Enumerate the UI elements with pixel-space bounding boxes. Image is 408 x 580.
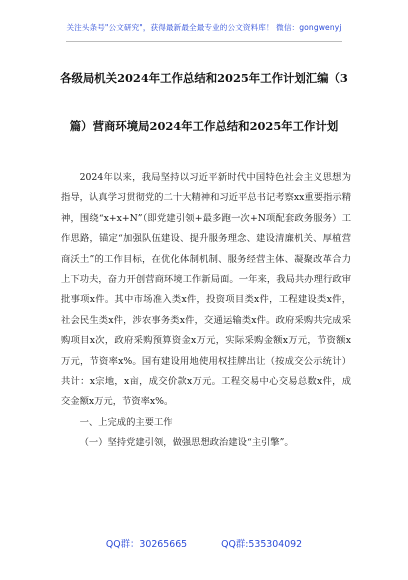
document-title-line-2: 篇）营商环境局2024年工作总结和2025年工作计划 [69, 119, 339, 133]
section-heading: 一、上完成的主要工作 [79, 416, 173, 428]
footer-qq-group-2: QQ群:535304092 [221, 539, 303, 550]
header-divider [66, 41, 342, 42]
document-title-line-1: 各级局机关2024年工作总结和2025年工作计划汇编（3 [60, 71, 348, 85]
subsection-heading: （一）坚持党建引领，做强思想政治建设“主引擎”。 [79, 437, 294, 449]
footer-qq-group-1: QQ群：30265665 [105, 539, 188, 550]
footer [0, 536, 408, 550]
body-paragraph: 2024年以来，我局坚持以习近平新时代中国特色社会主义思想为指导，认真学习贯彻党的二十大精神和习近平总书记考察xx重要指示精神，围绕“x+x+N”（即党建引领+最多跑一次+N项配套政务服务）工作思路，锚定“加强队伍建设、提升服务理念、建设清廉机关、厚植营商沃土”的工作目标，在优化体制机制、服务经营主体、凝聚改革合力上下功夫，奋力开创营商环境工作新局面。一年来，我局共办理行政审批事项x件。其中市场准入类x件，投资项目类x件，工程建设类x件，社会民生类x件，涉农事务类x件，交通运输类x件。政府采购共完成采购项目x次，政府采购预算资金x万元，实际采购金额x万元，节资额x万元，节资率x%。国有建设用地使用权挂牌出让（按成交公示统计）共计：x宗地，x亩，成交价款x万元。工程交易中心交易总数x件，成交金额x万元，节资率x%。 [61, 172, 351, 408]
document-body [61, 168, 351, 454]
header-banner: 关注头条号"公文研究"，获得最新最全最专业的公文资料库！ 微信：gongwenyj [66, 23, 342, 32]
